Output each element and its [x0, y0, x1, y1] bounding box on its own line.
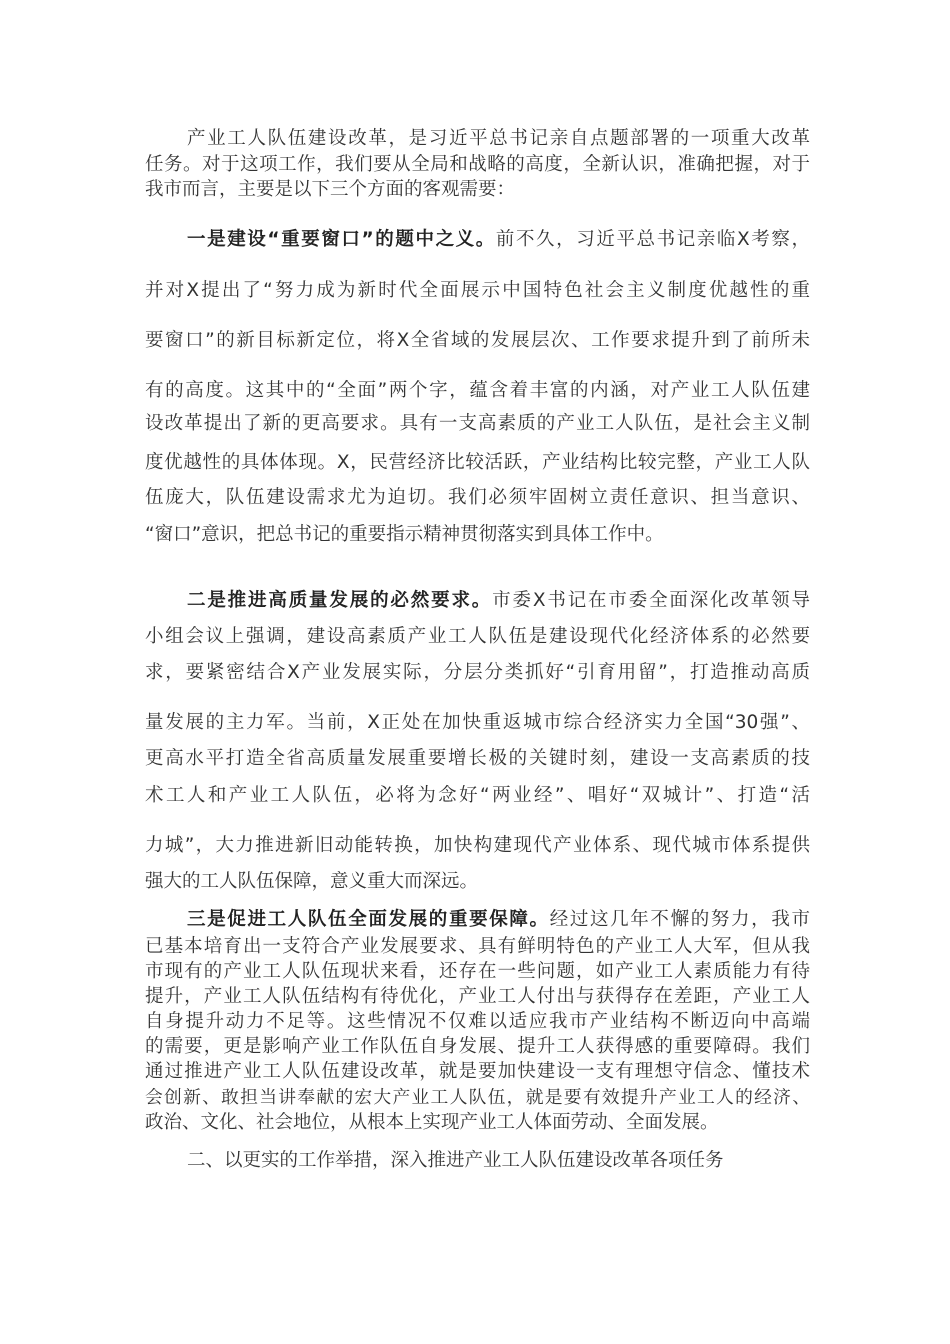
intro-line: 我市而言，主要是以下三个方面的客观需要： — [145, 179, 516, 200]
section3-line: 会创新、敢担当讲奉献的宏大产业工人队伍，就是要有效提升产业工人的经济、 — [145, 1087, 810, 1108]
section2-line: 术工人和产业工人队伍，必将为念好“两业经”、唱好“双城计”、打造“活 — [145, 785, 810, 806]
section1-line: 设改革提出了新的更高要求。具有一支高素质的产业工人队伍，是社会主义制 — [145, 413, 810, 434]
section2-line: 小组会议上强调，建设高素质产业工人队伍是建设现代化经济体系的必然要 — [145, 626, 810, 647]
intro-line: 产业工人队伍建设改革，是习近平总书记亲自点题部署的一项重大改革 — [187, 128, 810, 149]
section1-line: 度优越性的具体体现。X，民营经济比较活跃，产业结构比较完整，产业工人队 — [145, 452, 810, 473]
section2-line: 力城”，大力推进新旧动能转换，加快构建现代产业体系、现代城市体系提供 — [145, 835, 810, 856]
section3-line: 自身提升动力不足等。这些情况不仅难以适应我市产业结构不断迈向中高端 — [145, 1011, 810, 1032]
section2-line: 求，要紧密结合X产业发展实际，分层分类抓好“引育用留”，打造推动高质 — [145, 662, 810, 683]
section3-line: 的需要，更是影响产业工作队伍自身发展、提升工人获得感的重要障碍。我们 — [145, 1036, 810, 1057]
section1-heading: 一是建设“重要窗口”的题中之义。 — [187, 229, 496, 250]
section2-first-line — [187, 589, 810, 613]
section1-first-line — [187, 228, 810, 252]
section2-heading: 二是推进高质量发展的必然要求。 — [187, 590, 493, 611]
section1-line: 有的高度。这其中的“全面”两个字，蕴含着丰富的内涵，对产业工人队伍建 — [145, 380, 810, 401]
intro-line: 任务。对于这项工作，我们要从全局和战略的高度，全新认识，准确把握，对于 — [145, 154, 810, 175]
section1-line: 伍庞大，队伍建设需求尤为迫切。我们必须牢固树立责任意识、担当意识、 — [145, 487, 810, 508]
section3-heading: 三是促进工人队伍全面发展的重要保障。 — [187, 909, 550, 930]
section-heading-2: 二、以更实的工作举措，深入推进产业工人队伍建设改革各项任务 — [187, 1150, 724, 1171]
section2-line: 更高水平打造全省高质量发展重要增长极的关键时刻，建设一支高素质的技 — [145, 748, 810, 769]
section2-line: 强大的工人队伍保障，意义重大而深远。 — [145, 871, 479, 892]
section1-line: 并对X提出了“努力成为新时代全面展示中国特色社会主义制度优越性的重 — [145, 280, 810, 301]
section1-line: 要窗口”的新目标新定位，将X全省域的发展层次、工作要求提升到了前所未 — [145, 330, 810, 351]
section3-first-line — [187, 908, 810, 932]
section3-text: 经过这几年不懈的努力，我市 — [549, 909, 810, 930]
section3-line: 提升，产业工人队伍结构有待优化，产业工人付出与获得存在差距，产业工人 — [145, 986, 810, 1007]
section3-line: 市现有的产业工人队伍现状来看，还存在一些问题，如产业工人素质能力有待 — [145, 961, 810, 982]
section1-line: “窗口”意识，把总书记的重要指示精神贯彻落实到具体工作中。 — [145, 524, 664, 545]
section1-text: 前不久，习近平总书记亲临X考察， — [495, 229, 810, 250]
section2-line: 量发展的主力军。当前，X正处在加快重返城市综合经济实力全国“30强”、 — [145, 712, 810, 733]
section2-text: 市委X书记在市委全面深化改革领导 — [492, 590, 810, 611]
section3-line: 政治、文化、社会地位，从根本上实现产业工人体面劳动、全面发展。 — [145, 1112, 719, 1133]
section3-line: 已基本培育出一支符合产业发展要求、具有鲜明特色的产业工人大军，但从我 — [145, 936, 810, 957]
section3-line: 通过推进产业工人队伍建设改革，就是要加快建设一支有理想守信念、懂技术 — [145, 1061, 810, 1082]
